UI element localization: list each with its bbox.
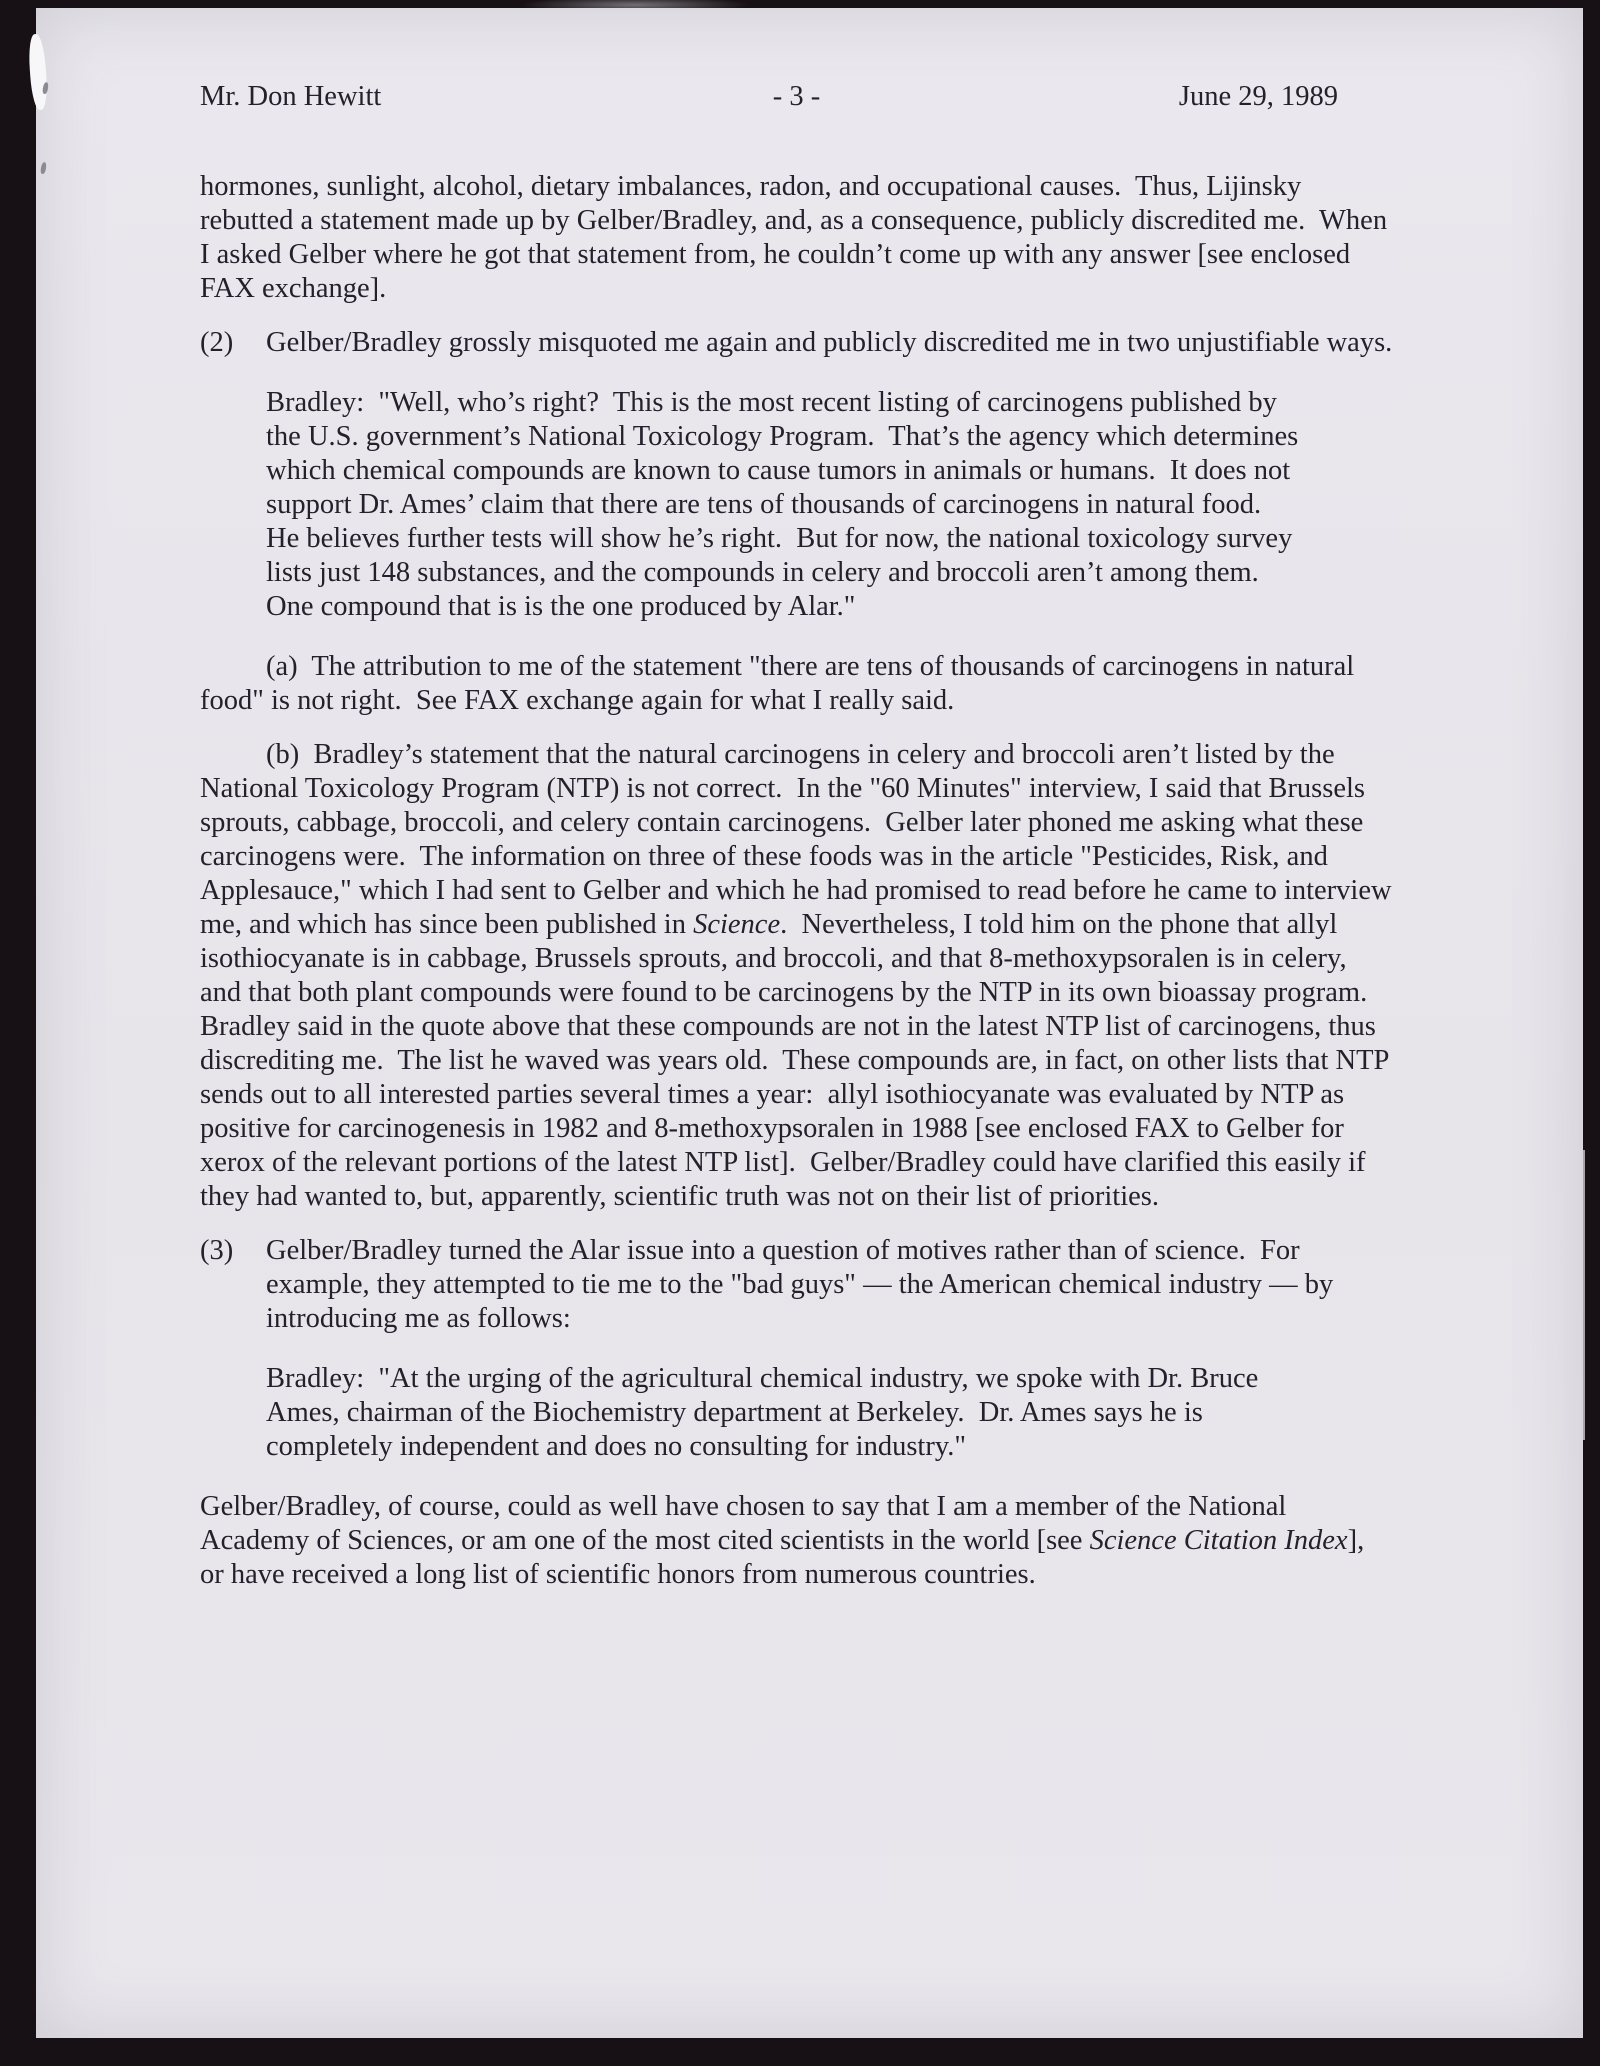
text-run: Gelber/Bradley grossly misquoted me again and publicly discredited me in two unjustifiable ways. [266, 327, 1393, 358]
text-run: ], or have received a long list of scientific honors from numerous countries. [200, 1525, 1372, 1590]
text-run-italic: Science [693, 909, 781, 940]
text-run-italic: Science Citation Index [1089, 1525, 1348, 1556]
paragraph-hang [200, 326, 1393, 360]
paragraph-quote [266, 386, 1306, 624]
text-run: hormones, sunlight, alcohol, dietary imbalances, radon, and occupational causes. Thus, Lijinsky rebutted a statement made up by Gelber/Bradley, and, as a consequence, publicly discredited me. When I asked Gelber where he got that statement from, he couldn’t come up with any answer [see enclosed FAX exchange]. [200, 171, 1395, 304]
paragraph-flush [200, 170, 1393, 306]
header-recipient: Mr. Don Hewitt [200, 81, 382, 112]
paragraph-flush [200, 1490, 1393, 1592]
document-body [200, 170, 1399, 1592]
text-run: (b) Bradley’s statement that the natural carcinogens in celery and broccoli aren’t listed by the National Toxicology Program (NTP) is not correct. In the "60 Minutes" interview, I said that Brussels sprouts, cabbage, broccoli, and celery contain carcinogens. Gelber later phoned me asking what these carcinogens were. The information on three of these foods was in the article "Pesticides, Risk, and Applesauce," which I had sent to Gelber and which he had promised to read before he came to interview me, and which has since been published in [200, 739, 1399, 940]
paragraph-firstline [200, 650, 1393, 718]
text-run: Gelber/Bradley, of course, could as well have chosen to say that I am a member of the National Academy of Sciences, or am one of the most cited scientists in the world [see [200, 1491, 1292, 1556]
paragraph-number: (2) [200, 327, 234, 358]
text-run: (a) The attribution to me of the statement "there are tens of thousands of carcinogens in natural food" is not right. See FAX exchange again for what I really said. [200, 651, 1362, 716]
page-header [200, 80, 1393, 114]
paragraph-hang [200, 1234, 1393, 1336]
header-date: June 29, 1989 [1178, 81, 1338, 112]
text-run: Bradley: "At the urging of the agricultural chemical industry, we spoke with Dr. Bruce Ames, chairman of the Biochemistry department at Berkeley. Dr. Ames says he is completely independent and does no consulting for industry." [266, 1363, 1264, 1462]
header-page-number: - 3 - [772, 81, 821, 112]
paragraph-number: (3) [200, 1235, 234, 1266]
paragraph-firstline [200, 738, 1399, 1214]
text-run: Bradley: "Well, who’s right? This is the most recent listing of carcinogens published by the U.S. government’s National Toxicology Program. That’s the agency which determines which chemical compounds are known to cause tumors in animals or humans. It does not support Dr. Ames’ claim that there are tens of thousands of carcinogens in natural food. He believes further tests will show he’s right. But for now, the national toxicology survey lists just 148 substances, and the compounds in celery and broccoli aren’t among them. One compound that is is the one produced by Alar." [266, 387, 1306, 622]
paragraph-quote [266, 1362, 1301, 1464]
text-run: . Nevertheless, I told him on the phone that allyl isothiocyanate is in cabbage, Brussels sprouts, and broccoli, and that 8-methoxypsoralen is in celery, and that both plant compounds were found to be carcinogens by the NTP in its own bioassay program. Bradley said in the quote above that these compounds are not in the latest NTP list of carcinogens, thus discrediting me. The list he waved was years old. These compounds are, in fact, on other lists that NTP sends out to all interested parties several times a year: allyl isothiocyanate was evaluated by NTP as positive for carcinogenesis in 1982 and 8-methoxypsoralen in 1988 [see enclosed FAX to Gelber for xerox of the relevant portions of the latest NTP list]. Gelber/Bradley could have clarified this easily if they had wanted to, but, apparently, scientific truth was not on their list of priorities. [200, 909, 1396, 1212]
text-run: Gelber/Bradley turned the Alar issue into a question of motives rather than of science. For example, they attempted to tie me to the "bad guys" — the American chemical industry — by introducing me as follows: [266, 1235, 1341, 1334]
letter-page [36, 8, 1583, 2038]
scan-artifact-scratch [1582, 1150, 1585, 1440]
